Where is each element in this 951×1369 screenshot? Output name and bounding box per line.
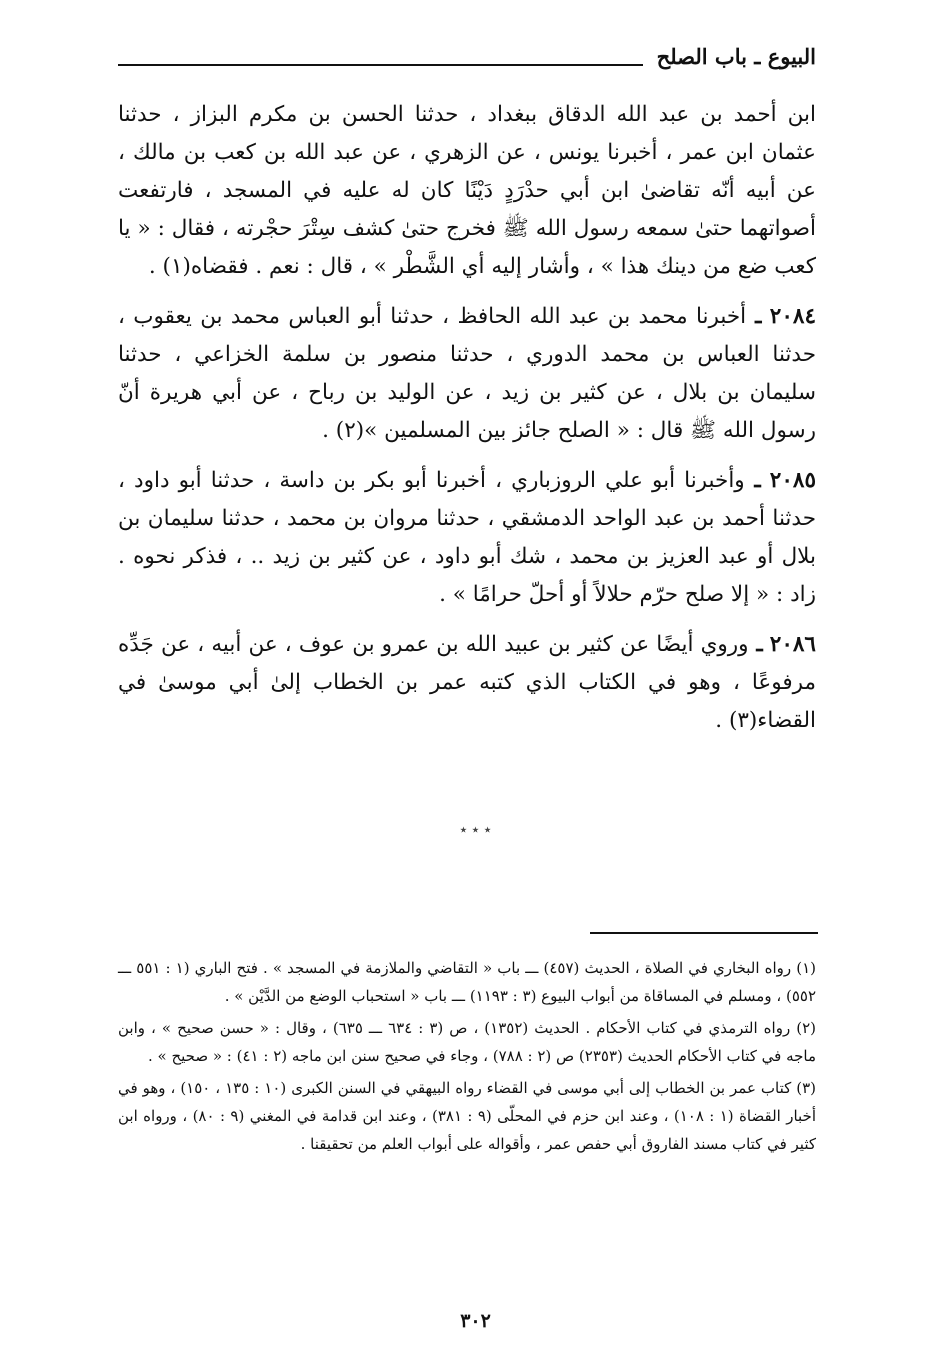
footnotes: [118, 954, 816, 1162]
main-text: [118, 96, 816, 752]
hadith-text: أخبرنا محمد بن عبد الله الحافظ ، حدثنا أبو العباس محمد بن يعقوب ، حدثنا العباس بن محمد الدوري ، حدثنا منصور بن سلمة الخزاعي ، حدثنا سليمان بن بلال ، عن كثير بن زيد ، عن الوليد بن رباح ، عن أبي هريرة أنّ رسول الله ﷺ قال : « الصلح جائز بين المسلمين »(٢) .: [118, 304, 816, 443]
hadith-number: ٢٠٨٥: [769, 468, 816, 493]
hadith-number: ٢٠٨٦: [769, 632, 816, 657]
hadith-entry: [118, 298, 816, 450]
footnote-1: (١) رواه البخاري في الصلاة ، الحديث (٤٥٧) ـــ باب « التقاضي والملازمة في المسجد » . فتح الباري (١ : ٥٥١ ـــ ٥٥٢) ، ومسلم في المساقاة من أبواب البيوع (٣ : ١١٩٣) ـــ باب « استحباب الوضع من الدَّيْن » .: [118, 959, 816, 1005]
hadith-entry: [118, 462, 816, 614]
hadith-number: ٢٠٨٤: [769, 304, 816, 329]
footnote-3: (٣) كتاب عمر بن الخطاب إلى أبي موسى في القضاء رواه البيهقي في السنن الكبرى (١٠ : ١٣٥ ، ١٥٠) ، وهو في أخبار القضاة (١ : ١٠٨) ، وعند ابن حزم في المحلّى (٩ : ٣٨١) ، وعند ابن قدامة في المغني (٩ : ٨٠) ، ورواه ابن كثير في كتاب مسند الفاروق أبي حفص عمر ، وأقواله على أبواب العلم من تحقيقنا .: [118, 1079, 816, 1153]
paragraph-continuation: ابن أحمد بن عبد الله الدقاق ببغداد ، حدثنا الحسن بن مكرم البزاز ، حدثنا عثمان ابن عمر ، أخبرنا يونس ، عن الزهري ، عن عبد الله بن كعب بن مالك ، عن أبيه أنّه تقاضىٰ ابن أبي حدْرَدٍ دَيْنًا كان له عليه في المسجد ، فارتفعت أصواتهما حتىٰ سمعه رسول الله ﷺ فخرج حتىٰ كشف سِتْرَ حجْرته ، فقال : « يا كعب ضع من دينك هذا » ، وأشار إليه أي الشَّطْر » ، قال : نعم . فقضاه(١) .: [118, 102, 816, 279]
running-header: [118, 36, 816, 72]
section-separator: ٭ ٭ ٭: [459, 822, 492, 838]
footnote-rule: [590, 932, 818, 934]
hadith-text: وروي أيضًا عن كثير بن عبيد الله بن عمرو بن عوف ، عن أبيه ، عن جَدِّه مرفوعًا ، وهو في الكتاب الذي كتبه عمر بن الخطاب إلىٰ أبي موسىٰ في القضاء(٣) .: [118, 632, 816, 733]
header-title: البيوع ـ باب الصلح: [656, 44, 816, 69]
hadith-dash: ـ: [748, 632, 763, 657]
page-number: ٣٠٢: [460, 1310, 491, 1332]
hadith-dash: ـ: [746, 304, 762, 329]
hadith-entry: [118, 626, 816, 740]
header-rule: [118, 64, 643, 66]
hadith-dash: ـ: [744, 468, 761, 493]
footnote-2: (٢) رواه الترمذي في كتاب الأحكام . الحديث (١٣٥٢) ، ص (٣ : ٦٣٤ ـــ ٦٣٥) ، وقال : « حسن صحيح » ، وابن ماجه في كتاب الأحكام الحديث (٢٣٥٣) ص (٢ : ٧٨٨) ، وجاء في صحيح سنن ابن ماجه (٢ : ٤١) : « صحيح » .: [118, 1019, 816, 1065]
hadith-text: وأخبرنا أبو علي الروزباري ، أخبرنا أبو بكر بن داسة ، حدثنا أبو داود ، حدثنا أحمد بن عبد الواحد الدمشقي ، حدثنا مروان بن محمد ، حدثنا سليمان بن بلال أو عبد العزيز بن محمد ، شك أبو داود ، عن كثير بن زيد .. ، فذكر نحوه . زاد : « إلا صلح حرّم حلالاً أو أحلّ حرامًا » .: [118, 468, 816, 607]
